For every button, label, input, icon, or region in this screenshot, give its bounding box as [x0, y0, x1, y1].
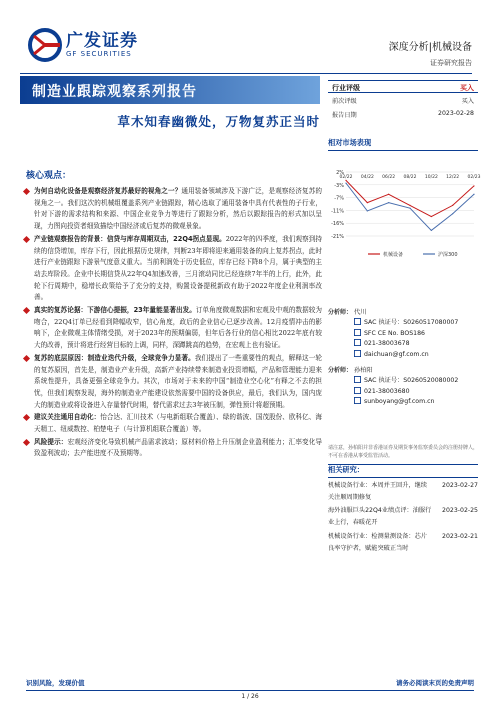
x-tick-label: 12/22	[446, 175, 460, 180]
core-view-heading: 建议关注通用自动化：	[34, 413, 101, 422]
analyst-email[interactable]: daichuan@gf.com.cn	[364, 350, 429, 358]
report-date-value: 2023-02-28	[438, 110, 474, 117]
core-view-text: 怡合达、汇川技术（与电新组联合覆盖）、绿的谐波、国茂股份、欧科亿、海天精工、纽威数控、柏楚电子（与计算机组联合覆盖）等。	[34, 413, 323, 434]
gf-logo-icon	[28, 28, 62, 62]
phone-icon	[354, 339, 361, 346]
certificate-icon	[354, 376, 361, 383]
related-item[interactable]	[328, 505, 478, 528]
related-item-title[interactable]: 机械设备行业：本周并王回升，继续关注顺周期修复	[328, 482, 427, 501]
data-point	[409, 208, 410, 209]
related-title: 相关研究：	[328, 465, 478, 478]
y-tick-label: -11%	[331, 208, 344, 215]
brand-logo	[28, 28, 138, 62]
core-views-body	[22, 186, 322, 461]
report-subtitle: 草木知春幽微处，万物复苏正当时	[117, 114, 320, 129]
core-view-item	[22, 305, 322, 352]
core-view-item	[22, 353, 322, 412]
phone-icon	[354, 387, 361, 394]
analyst-phone: 021-38003678	[364, 340, 410, 348]
footer-disclaimer: 请务必阅读末页的免责声明	[396, 679, 474, 687]
brand-name-cn: 广发证券	[66, 31, 138, 51]
related-item-title[interactable]: 海外油服巨头22Q4业绩点评：油服行业上行，春暖花开	[328, 507, 432, 527]
core-view-item	[22, 186, 322, 233]
core-view-text: 我们提出了一些重要性的观点，解释这一轮的复苏原因，首先是，制造业产业升级，高新产业持续带来制造业投资增幅，产品和管理能力迎来系统性提升，具备更强全球竞争力。其次，市场对于未来的中国“制造业空心化”有释之不去的担忧，但我们观察发现，海外的制造业产能建设依然需要中国的设备供应，最后，我们认为，国内庞大的制造业或将设备进入存量替代时期，替代需求过去3年被压制，弹性预计将超预期。	[34, 353, 323, 409]
related-item[interactable]	[328, 531, 478, 554]
data-point	[452, 205, 453, 206]
core-view-heading: 为何自动化设备是观察经济复苏最好的视角之一？	[34, 187, 182, 195]
core-views-title: 核心观点：	[26, 171, 72, 181]
report-type: 深度分析|机械设备	[388, 42, 472, 53]
core-view-heading: 产业链观察报告的背景：信贷与库存周期双击，22Q4拐点显现。	[34, 234, 226, 243]
brand-name-en: GF SECURITIES	[66, 50, 132, 58]
data-point	[367, 202, 368, 203]
data-point	[345, 180, 346, 181]
core-view-text: 2022年的四季度，我们观察到持续的信贷增加，库存下行，因此根据历史规律，判断23年即将迎来通用装备的向上复苏拐点，此时进行产业链跟踪下游景气度意义重大。当前利润处于历史低位，库存已经下降8个月，属于典型的主动去库阶段。企业中长期信贷从22年Q4加速改善，三月滚动同比已经连续7年半的上行，此外，此轮下行周期中，稳增长政策给予了充分的支持，购置设备提税新政有助于2022年度企业利润率改善。	[34, 234, 323, 302]
core-view-heading: 风险提示：	[34, 437, 68, 446]
analyst-sac: SAC 执证号：S0260517080007	[364, 319, 459, 327]
related-item-date: 2023-02-27	[442, 482, 478, 489]
core-view-text: 通用装备领域涉及下游广泛，是观察经济复苏的视角之一。我们这次的机械组覆盖系列产业链跟踪，精心选取了通用装备中具有代表性的子行业，针对下游的需求结构和来源、中国企业竞争力等进行了跟踪分析，然后以跟踪报告的形式加以呈现，力图向投资者细致描绘中国经济或后复苏的微观景象。	[34, 187, 323, 231]
core-view-heading: 真实的复苏论据：下游信心提振，23年量能显著出发。	[34, 306, 196, 315]
data-point	[409, 205, 410, 206]
data-point	[431, 216, 432, 217]
y-tick-label: -16%	[331, 221, 344, 228]
disclaimer-note: 请注意，孙柏阳并非香港证券及期货事务监察委员会的注册持牌人，不可在香港从事受监管活动。	[328, 445, 478, 465]
related-item-date: 2023-02-21	[442, 532, 478, 540]
data-point	[431, 230, 432, 231]
footer-divider	[26, 690, 474, 691]
relative-performance-chart	[328, 164, 481, 264]
rating-header	[328, 80, 478, 93]
report-date-label: 报告日期	[332, 112, 357, 119]
header-divider	[20, 73, 472, 74]
email-icon	[354, 350, 361, 357]
x-tick-label: 02/22	[339, 175, 353, 180]
email-icon	[354, 397, 361, 404]
related-item-date: 2023-02-25	[442, 507, 478, 515]
report-sub: 证券研究报告	[430, 59, 472, 67]
rating-value: 买入	[460, 84, 474, 92]
core-view-text: 订单角度微观数据和宏观及中观的数据较为吻合，22Q4订单已经看到降幅收窄，信心角度，政后的企业信心已逐步改善。12月疫情冲击的影响下，企业微观主体情绪受损，对于2023年的预期偏弱，但年后各行业的信心相比2022年底有较大的改善，预计将进行经营目标的上调，同样，深蹲跳高的趋势，在宏观上也有验证。	[34, 306, 322, 350]
report-type-block	[389, 38, 472, 68]
y-tick-label: -21%	[331, 234, 344, 240]
analyst-entry	[328, 308, 478, 360]
certificate-icon	[354, 329, 361, 336]
data-point	[473, 185, 474, 186]
analyst-sfc: SFC CE No. BOS186	[364, 329, 425, 337]
y-tick-label: -3%	[334, 182, 344, 189]
core-view-item	[22, 437, 322, 460]
related-item-title[interactable]: 机械设备行业：检测量测设备：芯片良率守护者，赋能突破正当时	[328, 532, 427, 552]
analyst-name: 代川	[354, 309, 367, 316]
analyst-name: 孙柏阳	[354, 367, 373, 375]
report-title: 制造业跟踪观察系列报告	[20, 76, 320, 104]
legend-label: 机械设备	[383, 252, 404, 258]
analyst-email[interactable]: sunboyang@gf.com.cn	[364, 398, 435, 406]
rating-label: 行业评级	[332, 84, 360, 92]
x-tick-label: 10/22	[424, 175, 438, 180]
x-tick-label: 04/22	[360, 175, 374, 180]
certificate-icon	[354, 318, 361, 325]
x-tick-label: 06/22	[382, 175, 396, 180]
core-view-text: 宏观经济变化导致机械产品需求波动；原材料价格上升压制企业盈利能力；汇率变化导致盈利波动；去产能进度不及预期等。	[34, 437, 323, 458]
related-research	[328, 465, 478, 554]
data-point	[473, 194, 474, 195]
analyst-role: 分析师：	[328, 309, 353, 316]
report-date-row	[328, 110, 478, 119]
prev-rating-value: 买入	[461, 98, 474, 105]
data-point	[367, 210, 368, 211]
x-tick-label: 02/23	[467, 175, 481, 180]
prev-rating-label: 前次评级	[332, 98, 357, 105]
y-tick-label: -7%	[334, 195, 344, 202]
analyst-phone: 021-38003680	[364, 387, 410, 395]
y-tick-label: 2%	[336, 170, 344, 176]
analyst-block	[328, 308, 478, 414]
analyst-role: 分析师：	[328, 367, 353, 375]
analyst-sac: SAC 执证号：S0260520080002	[364, 377, 459, 385]
core-view-item	[22, 234, 322, 304]
data-point	[452, 213, 453, 214]
x-tick-label: 08/22	[403, 175, 417, 180]
data-point	[388, 194, 389, 195]
core-view-item	[22, 412, 322, 435]
data-point	[388, 202, 389, 203]
footer-slogan: 识别风险，发现价值	[26, 679, 85, 687]
related-item[interactable]	[328, 480, 478, 503]
core-view-heading: 复苏的底层原因：制造业迭代升级，全球竞争力显著。	[34, 353, 195, 362]
prev-rating-row	[328, 96, 478, 105]
data-point	[345, 183, 346, 184]
series-line-0	[346, 180, 474, 216]
page-number: 1 / 26	[241, 693, 259, 700]
chart-section-title: 相对市场表现	[328, 138, 478, 151]
analyst-entry	[328, 366, 478, 408]
legend-label: 沪深300	[438, 252, 458, 258]
